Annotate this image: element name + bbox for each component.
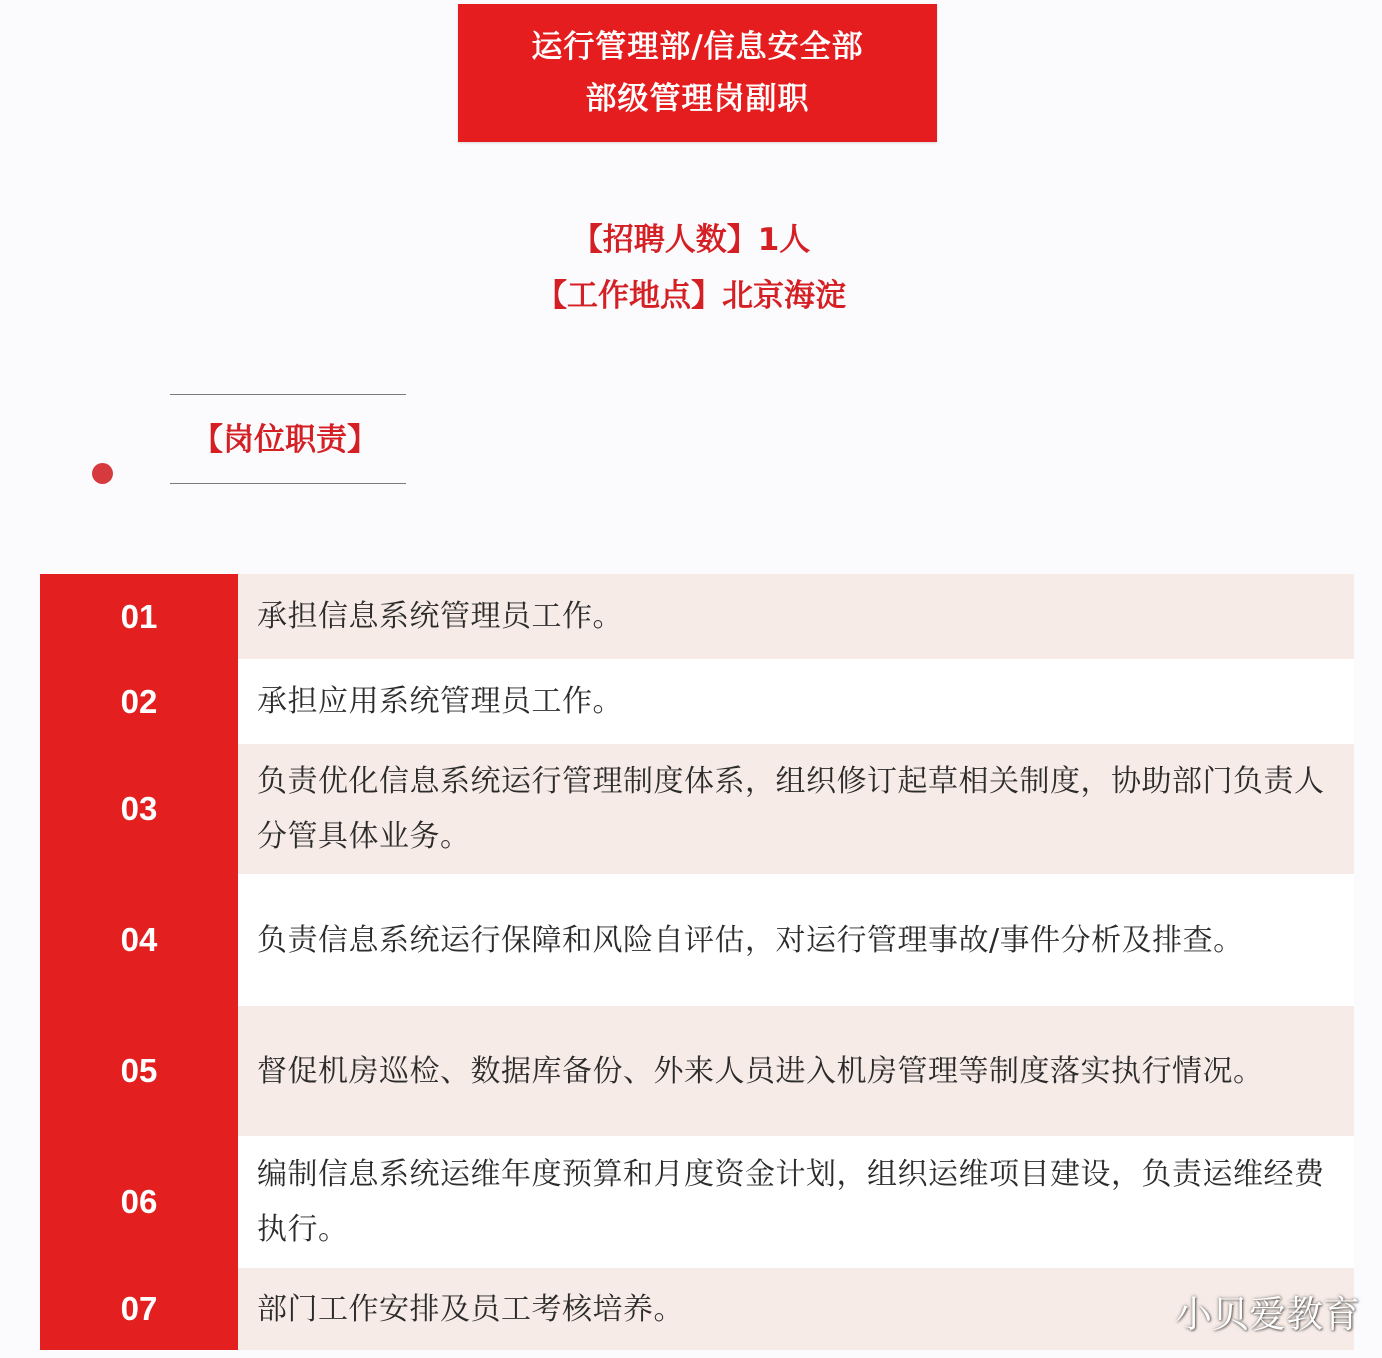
title-banner xyxy=(458,4,937,142)
duty-number: 05 xyxy=(40,1006,238,1136)
bullet-dot-icon xyxy=(92,463,113,484)
duty-text: 编制信息系统运维年度预算和月度资金计划，组织运维项目建设，负责运维经费执行。 xyxy=(238,1136,1354,1268)
duty-text: 部门工作安排及员工考核培养。 xyxy=(238,1268,1354,1350)
duty-text: 承担信息系统管理员工作。 xyxy=(238,574,1354,659)
duty-text: 督促机房巡检、数据库备份、外来人员进入机房管理等制度落实执行情况。 xyxy=(238,1006,1354,1136)
department-title: 运行管理部/信息安全部 xyxy=(531,29,864,65)
duty-text: 承担应用系统管理员工作。 xyxy=(238,659,1354,744)
duties-table xyxy=(40,574,1354,1350)
job-info xyxy=(0,212,1382,324)
duty-row xyxy=(40,1006,1354,1136)
duty-row xyxy=(40,574,1354,659)
position-title: 部级管理岗副职 xyxy=(585,81,810,117)
duty-row xyxy=(40,744,1354,874)
duty-number: 04 xyxy=(40,874,238,1006)
duty-row xyxy=(40,659,1354,744)
duty-number: 01 xyxy=(40,574,238,659)
section-divider-top xyxy=(170,394,406,395)
duty-number: 07 xyxy=(40,1268,238,1350)
duty-row xyxy=(40,1268,1354,1350)
section-title: 【岗位职责】 xyxy=(192,422,378,458)
headcount-text: 【招聘人数】1人 xyxy=(571,222,811,258)
duty-number: 02 xyxy=(40,659,238,744)
duty-row xyxy=(40,1136,1354,1268)
duty-text: 负责优化信息系统运行管理制度体系，组织修订起草相关制度，协助部门负责人分管具体业务。 xyxy=(238,744,1354,874)
duty-text: 负责信息系统运行保障和风险自评估，对运行管理事故/事件分析及排查。 xyxy=(238,874,1354,1006)
duty-number: 03 xyxy=(40,744,238,874)
duty-row xyxy=(40,874,1354,1006)
section-divider-bottom xyxy=(170,483,406,484)
location-text: 【工作地点】北京海淀 xyxy=(536,278,846,314)
duty-number: 06 xyxy=(40,1136,238,1268)
watermark: 小贝爱教育 xyxy=(1175,1293,1360,1336)
